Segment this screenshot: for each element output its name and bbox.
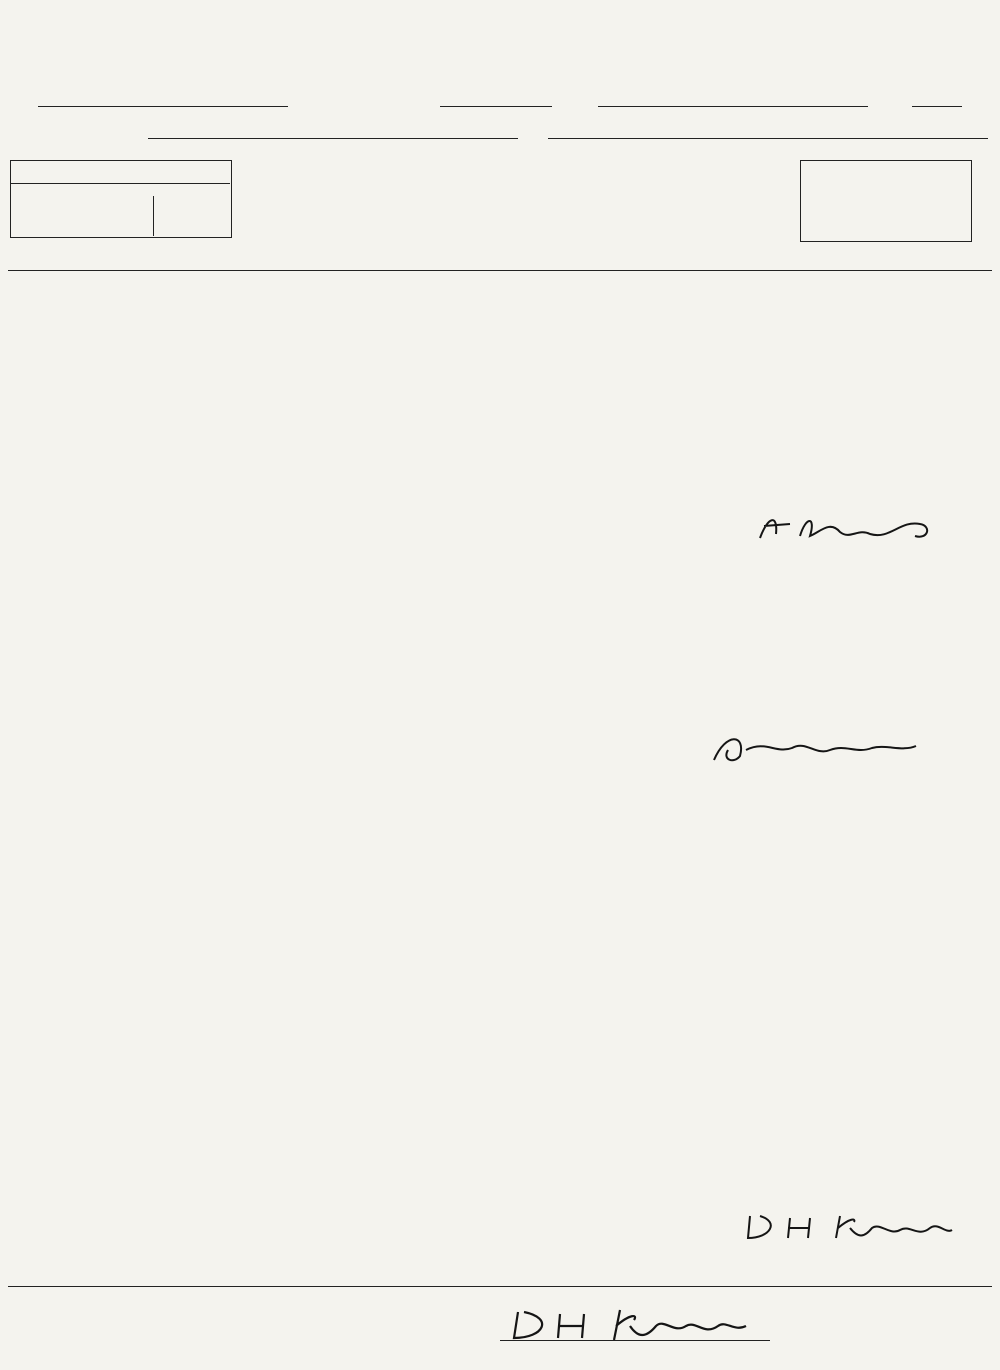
krieger-signature xyxy=(740,1208,960,1249)
vantassel-signature xyxy=(750,510,950,551)
legend-box xyxy=(800,160,972,242)
position-box xyxy=(10,160,232,238)
examiner-signature xyxy=(500,1302,760,1351)
arnold-signature xyxy=(706,730,926,771)
